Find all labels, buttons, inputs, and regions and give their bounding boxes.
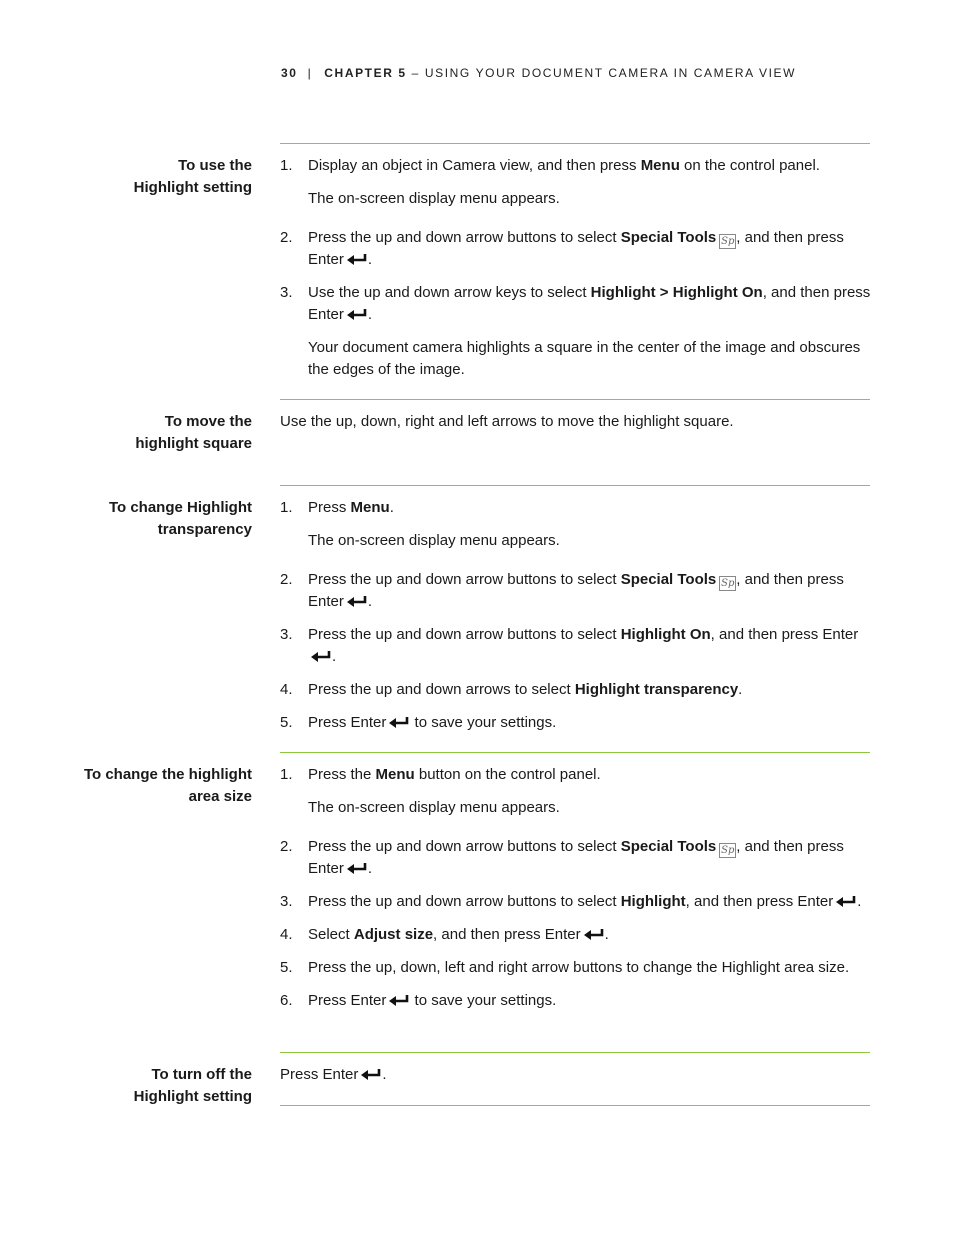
section-title-line: highlight square [135,435,252,452]
section-title-transparency [32,497,252,541]
step-text: , and then press Enter [433,926,581,943]
step-bold-text: Menu [375,766,415,783]
step-text: , and then press Enter [308,571,844,610]
step-bold-text: Menu [640,157,680,174]
step-text: button on the control panel. [414,766,601,783]
step-text: . [389,499,394,516]
step-number: 2. [280,571,293,588]
section-body-transparency [280,497,872,745]
step-text: , and then press Enter [685,893,834,910]
list-item [280,891,872,913]
step-text: . [604,926,609,943]
step-number: 4. [280,681,293,698]
section-divider [280,752,870,753]
section-title-line: transparency [157,521,252,538]
section-body-move-square [280,411,872,433]
section-title-line: To use the [178,157,252,174]
step-text: , and then press Enter [710,626,859,643]
step-text: , and then press Enter [308,284,871,323]
step-text: . [367,860,373,877]
step-bold-text: Menu [350,499,390,516]
enter-key-icon [346,308,368,320]
step-text: . [332,648,337,665]
enter-key-icon [388,994,410,1006]
enter-key-icon [583,928,605,940]
enter-key-icon [835,895,857,907]
section-divider [280,1052,870,1053]
step-note: The on-screen display menu appears. [308,190,560,207]
step-number: 3. [280,893,293,910]
step-text: Press the up and down arrow buttons to select [308,229,621,246]
step-number: 1. [280,766,293,783]
step-bold-text: Special Tools [620,838,717,855]
step-bold-text: Special Tools [620,571,717,588]
section-title-turn-off [32,1064,252,1108]
step-text: Press Enter [280,1066,359,1083]
step-number: 2. [280,229,293,246]
chapter-title: – USING YOUR DOCUMENT CAMERA IN CAMERA VIEW [411,66,797,80]
list-item [280,282,872,381]
list-item [280,957,872,979]
section-body-area-size [280,764,872,1023]
step-text: . [382,1066,387,1083]
section-title-area-size [32,764,252,808]
step-text: Press the up and down arrows to select [308,681,575,698]
step-text: Press the up and down arrow buttons to select [308,626,621,643]
step-number: 3. [280,284,293,301]
list-item [280,924,872,946]
page-number: 30 [281,66,298,80]
list-item [280,712,872,734]
section-title-line: Highlight setting [133,1088,252,1105]
enter-key-icon [388,716,410,728]
special-tools-icon: Sp [721,236,735,247]
step-text: Display an object in Camera view, and then press [308,157,641,174]
enter-key-icon [310,650,332,662]
special-tools-icon: Sp [721,578,735,589]
step-note: Your document camera highlights a square in the center of the image and obscures the edges of the image. [308,339,861,378]
list-item [280,497,872,552]
chapter-label: CHAPTER 5 [324,66,407,80]
running-header [281,66,796,80]
list-item [280,990,872,1012]
header-separator: | [307,66,313,80]
step-number: 1. [280,157,293,174]
enter-key-icon [360,1068,382,1080]
section-title-move-square [32,411,252,455]
paragraph [280,1064,872,1086]
step-number: 5. [280,959,293,976]
step-text: . [367,251,373,268]
step-text: . [367,593,373,610]
section-body-use-highlight [280,155,872,398]
enter-key-icon [346,253,368,265]
step-text: Press [308,499,351,516]
paragraph: Use the up, down, right and left arrows to move the highlight square. [280,413,734,430]
list-item [280,764,872,819]
list-item [280,155,872,210]
section-divider [280,485,870,486]
step-text: to save your settings. [410,992,557,1009]
step-text: to save your settings. [410,714,557,731]
step-text: Press the [308,766,376,783]
section-title-use-highlight [32,155,252,199]
step-text: on the control panel. [679,157,820,174]
section-title-line: To change Highlight [108,499,252,516]
step-number: 4. [280,926,293,943]
section-title-line: To change the highlight [83,766,252,783]
step-text: Use the up and down arrow keys to select [308,284,591,301]
step-bold-text: Highlight On [620,626,711,643]
section-title-line: Highlight setting [133,179,252,196]
step-bold-text: Special Tools [620,229,717,246]
step-bold-text: Highlight transparency [574,681,739,698]
step-text: Press the up and down arrow buttons to select [308,838,621,855]
section-body-turn-off [280,1064,872,1086]
section-title-line: area size [188,788,252,805]
step-text: Press the up, down, left and right arrow buttons to change the Highlight area size. [308,959,850,976]
step-text: Press the up and down arrow buttons to select [308,571,621,588]
list-item [280,624,872,668]
step-text: . [857,893,862,910]
step-text: . [738,681,743,698]
step-number: 6. [280,992,293,1009]
section-divider [280,143,870,144]
step-note: The on-screen display menu appears. [308,532,560,549]
step-text: Press Enter [308,992,387,1009]
step-text: Select [308,926,354,943]
step-number: 3. [280,626,293,643]
special-tools-icon: Sp [721,845,735,856]
list-item [280,679,872,701]
section-divider [280,1105,870,1106]
step-bold-text: Highlight > Highlight On [590,284,763,301]
enter-key-icon [346,595,368,607]
list-item [280,569,872,613]
step-text: Press Enter [308,714,387,731]
step-number: 1. [280,499,293,516]
section-divider [280,399,870,400]
step-bold-text: Adjust size [353,926,434,943]
step-note: The on-screen display menu appears. [308,799,560,816]
section-title-line: To move the [164,413,252,430]
step-text: . [367,306,373,323]
step-bold-text: Highlight [620,893,686,910]
step-number: 5. [280,714,293,731]
step-number: 2. [280,838,293,855]
section-title-line: To turn off the [151,1066,252,1083]
step-text: , and then press Enter [308,229,844,268]
list-item [280,836,872,880]
list-item [280,227,872,271]
step-text: Press the up and down arrow buttons to select [308,893,621,910]
enter-key-icon [346,862,368,874]
step-text: , and then press Enter [308,838,844,877]
